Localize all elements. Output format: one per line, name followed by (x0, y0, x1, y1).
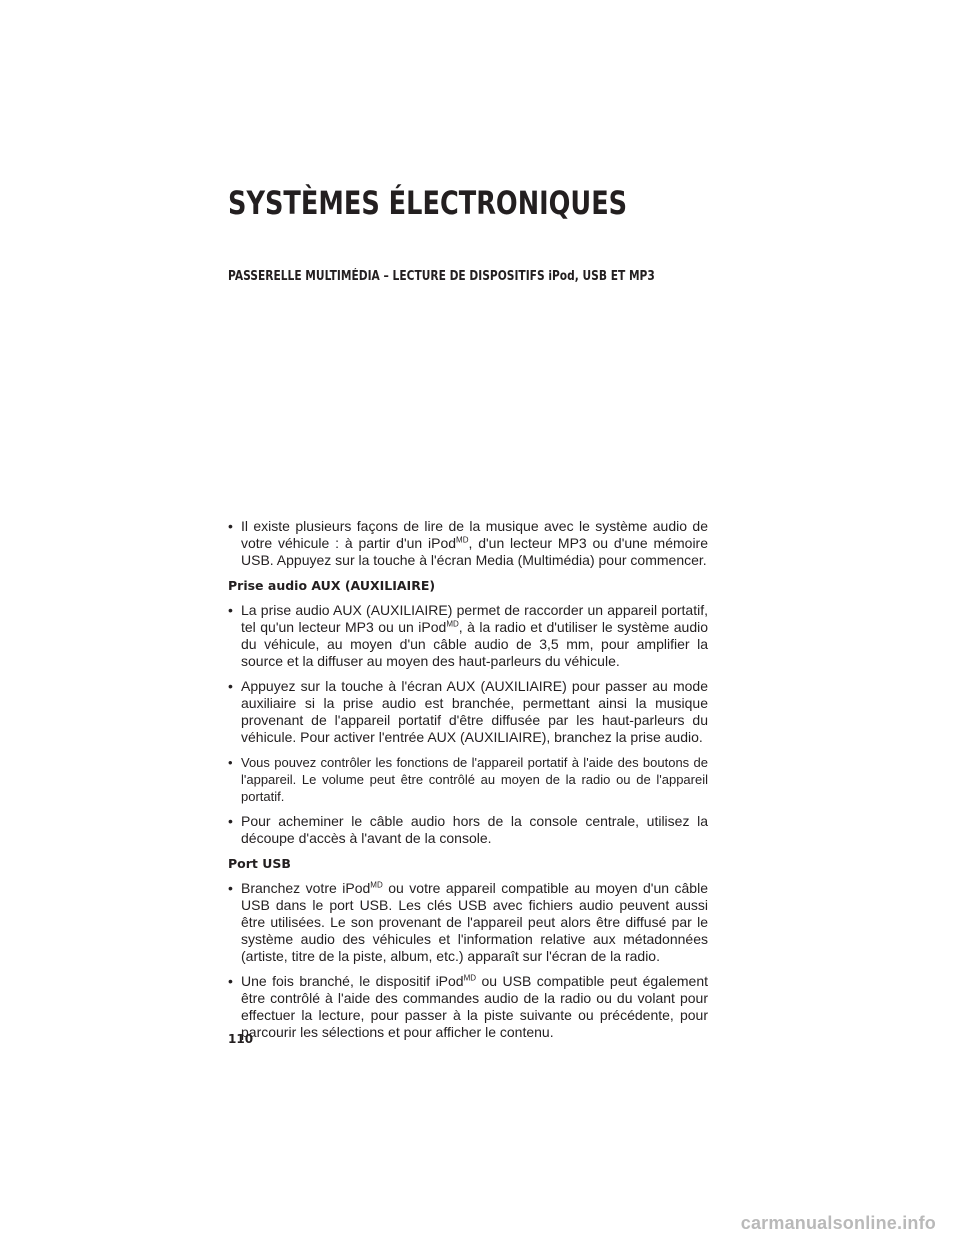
aux-item-3 (228, 754, 708, 805)
aux-item-3-text: Vous pouvez contrôler les fonctions de l'appareil portatif à l'aide des boutons de l'appareil. Le volume peut être contrôlé au moyen de la radio ou de l'appareil portatif. (241, 755, 708, 804)
usb-item-1-part1: Branchez votre iPod (241, 880, 371, 896)
bullet-icon: • (228, 602, 233, 618)
page-number: 110 (228, 1032, 254, 1046)
section-heading: PASSERELLE MULTIMÉDIA – LECTURE DE DISPOSITIFS iPod, USB ET MP3 (228, 269, 655, 284)
aux-item-2 (228, 678, 708, 746)
trademark-sup: MD (370, 880, 383, 890)
aux-item-1-part1: La prise audio AUX (AUXILIAIRE) permet de raccorder un appareil portatif, tel qu'un lecteur MP3 ou un iPod (241, 602, 708, 635)
trademark-sup: MD (463, 973, 477, 983)
intro-bullet (228, 518, 708, 569)
aux-item-1-part2: , à la radio et d'utiliser le système audio du véhicule, au moyen d'un câble audio de 3,5 mm, pour amplifier la source et la diffuser au moyen des haut-parleurs du véhicule. (241, 619, 709, 669)
aux-heading: Prise audio AUX (AUXILIAIRE) (228, 578, 436, 593)
bullet-icon: • (228, 518, 233, 534)
usb-item-2-part1: Une fois branché, le dispositif iPod (241, 973, 464, 989)
bullet-icon: • (228, 678, 233, 694)
intro-list (228, 518, 708, 569)
page-title: SYSTÈMES ÉLECTRONIQUES (228, 184, 628, 222)
aux-item-1 (228, 602, 708, 670)
aux-list (228, 602, 708, 847)
body-content (228, 518, 708, 1049)
bullet-icon: • (228, 813, 233, 829)
aux-item-2-text: Appuyez sur la touche à l'écran AUX (AUXILIAIRE) pour passer au mode auxiliaire si la prise audio est branchée, permettant ainsi la musique provenant de l'appareil portatif d'être diffusée par les haut-parleurs du véhicule. Pour activer l'entrée AUX (AUXILIAIRE), branchez la prise audio. (241, 678, 708, 745)
bullet-icon: • (228, 755, 233, 770)
intro-text-part2: , d'un lecteur MP3 ou d'une mémoire USB. Appuyez sur la touche à l'écran Media (Multimédia) pour commencer. (241, 535, 708, 568)
aux-item-4 (228, 813, 708, 847)
usb-list (228, 880, 708, 1041)
usb-item-2-part2: ou USB compatible peut également être contrôlé à l'aide des commandes audio de la radio ou du volant pour effectuer la lecture, pour passer à la piste suivante ou précédente, pour parcourir les sélections et pour afficher le contenu. (241, 973, 708, 1040)
usb-item-2 (228, 973, 708, 1041)
trademark-sup: MD (446, 619, 459, 629)
bullet-icon: • (228, 973, 233, 989)
intro-text-part1: Il existe plusieurs façons de lire de la musique avec le système audio de votre véhicule : à partir d'un iPod (241, 518, 708, 551)
usb-item-1 (228, 880, 708, 965)
usb-item-1-part2: ou votre appareil compatible au moyen d'un câble USB dans le port USB. Les clés USB avec fichiers audio peuvent aussi être utilisées. Le son provenant de l'appareil peut alors être diffusé par le système audio des véhicules et l'information relative aux métadonnées (artiste, titre de la piste, album, etc.) apparaît sur l'écran de la radio. (241, 880, 708, 964)
aux-item-4-text: Pour acheminer le câble audio hors de la console centrale, utilisez la découpe d'accès à l'avant de la console. (241, 813, 708, 846)
trademark-sup: MD (456, 535, 469, 545)
usb-heading: Port USB (228, 856, 291, 871)
watermark-text: carmanualsonline.info (740, 1213, 936, 1233)
bullet-icon: • (228, 880, 233, 896)
